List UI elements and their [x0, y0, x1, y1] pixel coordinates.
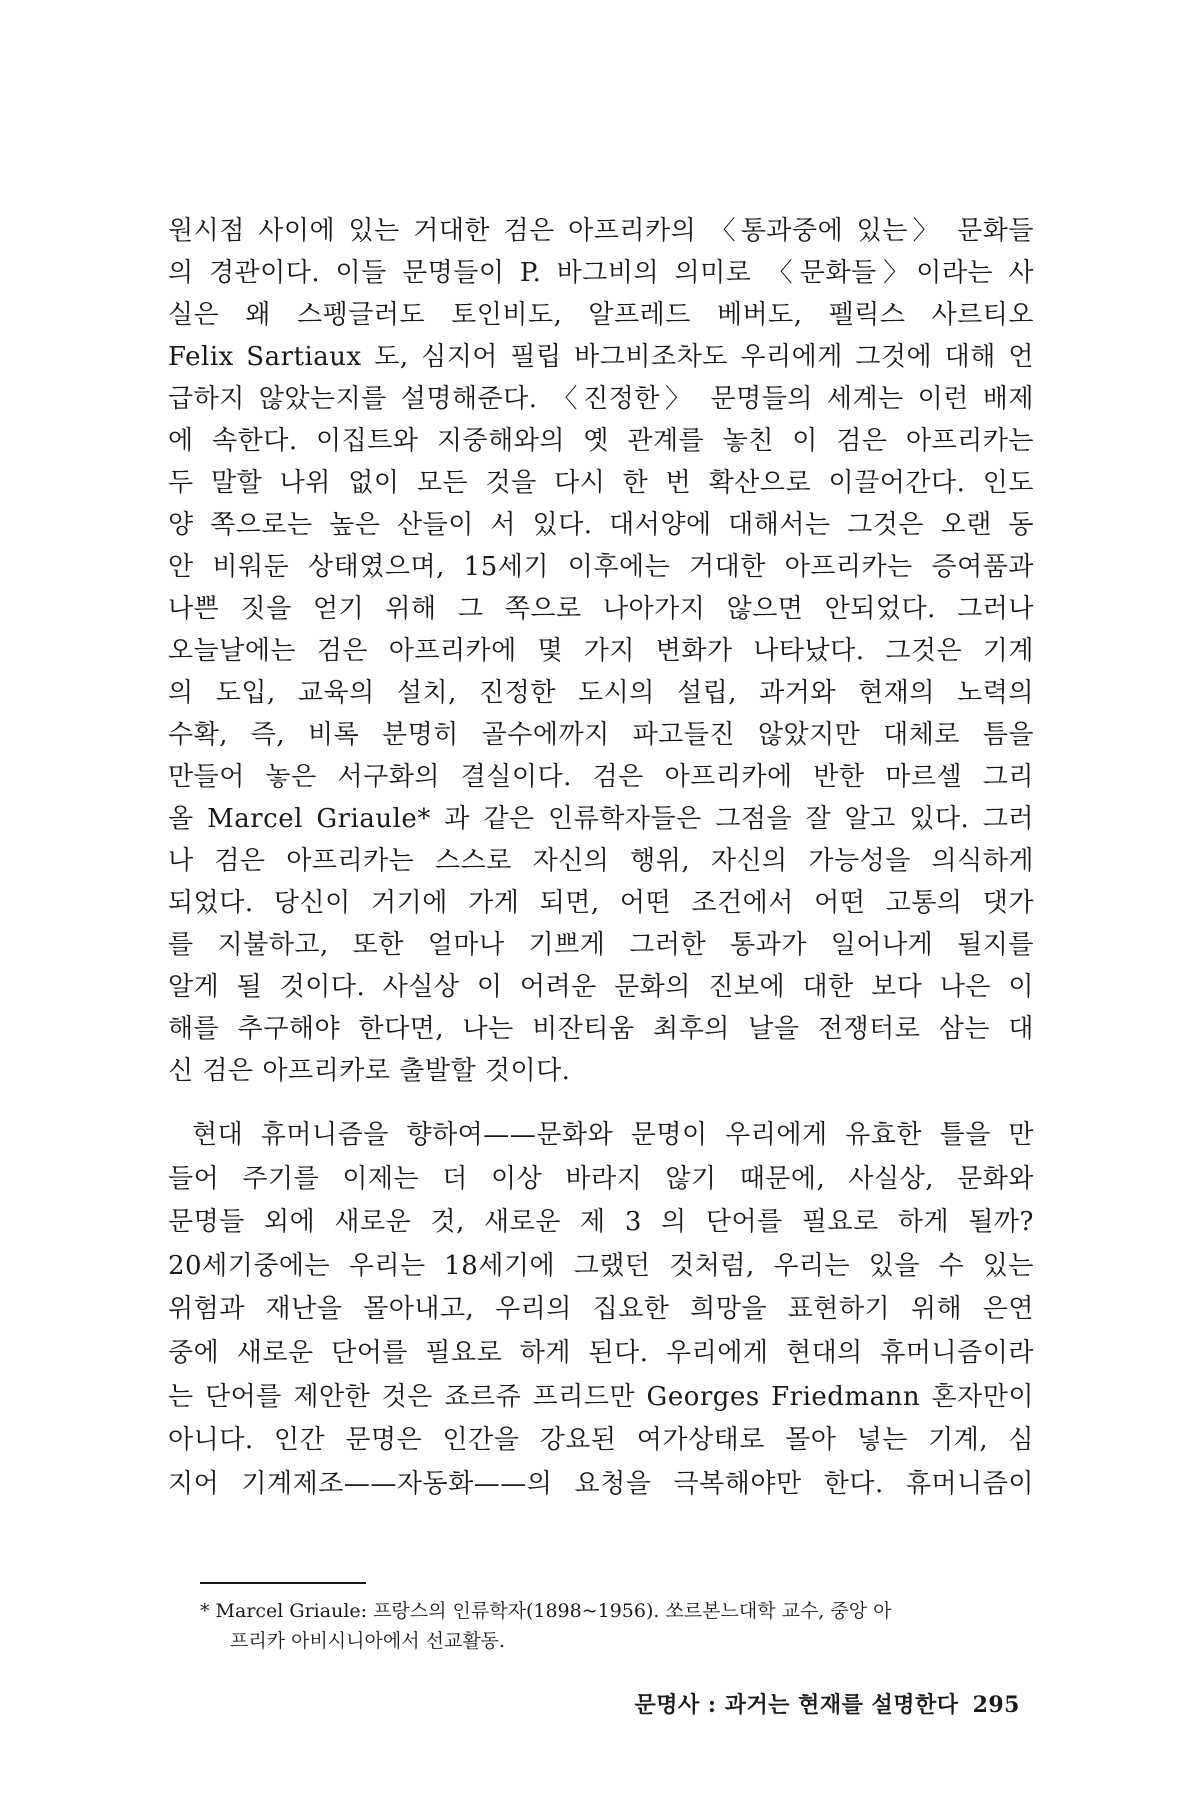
text-line: 양 쪽으로는 높은 산들이 서 있다. 대서양에 대해서는 그것은 오랜 동: [168, 510, 1034, 540]
text-line: 급하지 않았는지를 설명해준다. 〈진정한〉 문명들의 세계는 이런 배제: [168, 384, 1034, 414]
text-line: 를 지불하고, 또한 얼마나 기쁘게 그러한 통과가 일어나게 될지를: [168, 930, 1034, 960]
text-line: 문명들 외에 새로운 것, 새로운 제 3 의 단어를 필요로 하게 될까?: [168, 1207, 1034, 1238]
text-line: 들어 주기를 이제는 더 이상 바라지 않기 때문에, 사실상, 문화와: [168, 1163, 1034, 1194]
running-footer: [580, 1688, 1020, 1719]
page-number: 295: [972, 1692, 1020, 1718]
footnote-text: Marcel Griaule: 프랑스의 인류학자(1898~1956). 쏘르본느대학 교수, 중앙 아: [215, 1600, 892, 1622]
footnote-marker: *: [200, 1600, 210, 1622]
text-line: 위험과 재난을 몰아내고, 우리의 집요한 희망을 표현하기 위해 은연: [168, 1294, 1034, 1325]
text-line: 지어 기계제조——자동화——의 요청을 극복해야만 한다. 휴머니즘이: [168, 1468, 1034, 1499]
footnote: [200, 1596, 1020, 1656]
text-line: 되었다. 당신이 거기에 가게 되면, 어떤 조건에서 어떤 고통의 댓가: [168, 888, 1034, 918]
text-line: 현대 휴머니즘을 향하여——문화와 문명이 우리에게 유효한 틀을 만: [192, 1120, 1034, 1150]
footnote-line-2: 프리카 아비시니아에서 선교활동.: [230, 1630, 506, 1652]
text-line: 는 단어를 제안한 것은 죠르쥬 프리드만 Georges Friedmann 혼자만이: [168, 1381, 1034, 1412]
text-line: 나 검은 아프리카는 스스로 자신의 행위, 자신의 가능성을 의식하게: [168, 846, 1034, 876]
text-line: 알게 될 것이다. 사실상 이 어려운 문화의 진보에 대한 보다 나은 이: [168, 972, 1034, 1002]
text-line: 수확, 즉, 비록 분명히 골수에까지 파고들진 않았지만 대체로 틈을: [168, 720, 1034, 750]
text-line: 두 말할 나위 없이 모든 것을 다시 한 번 확산으로 이끌어간다. 인도: [168, 468, 1034, 498]
running-title: 문명사 : 과거는 현재를 설명한다: [634, 1692, 959, 1718]
body-paragraph-2: [168, 1114, 1034, 1506]
footnote-line-1: [200, 1596, 1020, 1626]
text-line: 의 경관이다. 이들 문명들이 P. 바그비의 의미로 〈문화들〉이라는 사: [168, 258, 1034, 288]
text-line: Felix Sartiaux 도, 심지어 필립 바그비조차도 우리에게 그것에 대해 언: [168, 342, 1034, 372]
text-line: 만들어 놓은 서구화의 결실이다. 검은 아프리카에 반한 마르셀 그리: [168, 762, 1034, 792]
text-line: 오늘날에는 검은 아프리카에 몇 가지 변화가 나타났다. 그것은 기계: [168, 636, 1034, 666]
text-line: 나쁜 짓을 얻기 위해 그 쪽으로 나아가지 않으면 안되었다. 그러나: [168, 594, 1034, 624]
text-line: 에 속한다. 이집트와 지중해와의 옛 관계를 놓친 이 검은 아프리카는: [168, 426, 1034, 456]
text-line: 아니다. 인간 문명은 인간을 강요된 여가상태로 몰아 넣는 기계, 심: [168, 1425, 1034, 1456]
footnote-divider: [200, 1582, 366, 1584]
body-paragraph-1: [168, 210, 1034, 1092]
text-line: 의 도입, 교육의 설치, 진정한 도시의 설립, 과거와 현재의 노력의: [168, 678, 1034, 708]
text-line: 원시점 사이에 있는 거대한 검은 아프리카의 〈통과중에 있는〉 문화들: [168, 216, 1034, 246]
text-line: 신 검은 아프리카로 출발할 것이다.: [168, 1056, 571, 1086]
text-line: 20세기중에는 우리는 18세기에 그랬던 것처럼, 우리는 있을 수 있는: [168, 1250, 1034, 1281]
text-line: 안 비워둔 상태였으며, 15세기 이후에는 거대한 아프리카는 증여품과: [168, 552, 1034, 582]
text-line: 올 Marcel Griaule* 과 같은 인류학자들은 그점을 잘 알고 있다. 그러: [168, 804, 1034, 834]
text-line: 실은 왜 스펭글러도 토인비도, 알프레드 베버도, 펠릭스 사르티오: [168, 300, 1034, 330]
text-line: 해를 추구해야 한다면, 나는 비잔티움 최후의 날을 전쟁터로 삼는 대: [168, 1014, 1034, 1044]
text-line: 중에 새로운 단어를 필요로 하게 된다. 우리에게 현대의 휴머니즘이라: [168, 1337, 1034, 1368]
